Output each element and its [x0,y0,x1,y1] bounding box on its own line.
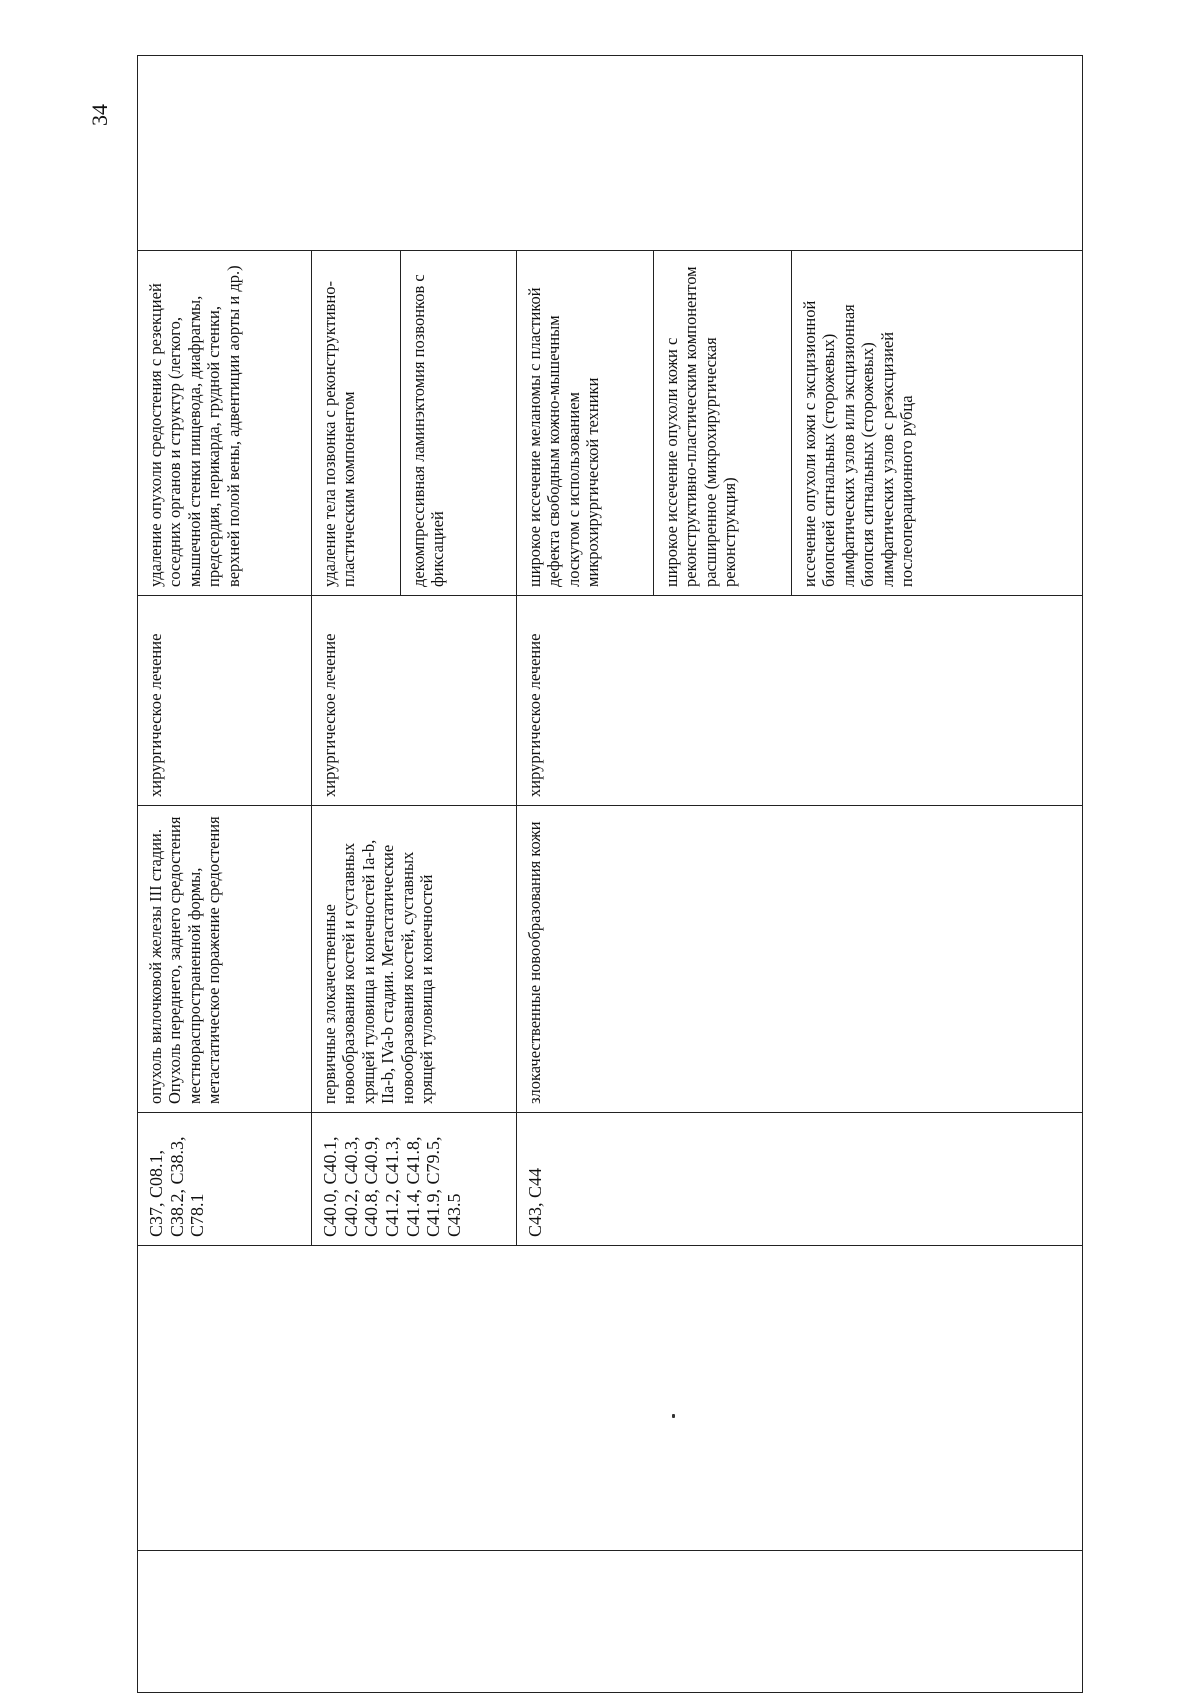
rotated-table-frame [137,56,1082,1693]
method-cell: декомпрессивная ламинэктомия позвонков с фиксацией [401,251,517,596]
method-cell: удаление опухоли средостения с резекцией соседних органов и структур (легкого, мышечной стенки пищевода, диафрагмы, предсердия, перикарда, грудной стенки, верхней полой вены, адвентиции аорты и др.) [138,251,312,596]
diagnosis-cell: первичные злокачественные новообразования костей и суставных хрящей туловища и конечностей Ia-b, IIa-b, IVa-b стадии. Метастатические новообразования костей, суставных хрящей туловища и конечностей [312,806,517,1113]
page-number: 34 [87,104,112,126]
method-cell: широкое иссечение меланомы с пластикой дефекта свободным кожно-мышечным лоскутом с использованием микрохирургической техники [517,251,654,596]
diagnosis-cell: злокачественные новообразования кожи [517,806,1083,1113]
treatment-type-cell: хирургическое лечение [138,596,312,806]
treatment-type-cell: хирургическое лечение [312,596,517,806]
treatment-type-cell: хирургическое лечение [517,596,1083,806]
icd-codes-cell: С40.0, С40.1, С40.2, С40.3, С40.8, С40.9, С41.2, С41.3, С41.4, С41.8, С41.9, С79.5, С43.5 [312,1113,517,1246]
empty-cell-right [138,56,1083,251]
table-container [137,56,1082,1693]
empty-cell-left [138,1551,1083,1693]
diagnosis-cell: опухоль вилочковой железы III стадии. Опухоль переднего, заднего средостения местнораспространенной формы, метастатическое поражение средостения [138,806,312,1113]
procedures-table [137,55,1083,1693]
scan-speck [672,1414,675,1418]
method-cell: широкое иссечение опухоли кожи с реконструктивно-пластическим компонентом расширенное (микрохирургическая реконструкция) [654,251,792,596]
empty-cell-left-2 [138,1246,1083,1551]
method-cell: удаление тела позвонка с реконструктивно-пластическим компонентом [312,251,401,596]
method-cell: иссечение опухоли кожи с эксцизионной биопсией сигнальных (сторожевых) лимфатических узлов или эксцизионная биопсия сигнальных (сторожевых) лимфатических узлов с реэксцизией послеоперационного рубца [792,251,1083,596]
table-row [138,56,312,1693]
icd-codes-cell: С43, С44 [517,1113,1083,1246]
icd-codes-cell: С37, С08.1, С38.2, С38.3, С78.1 [138,1113,312,1246]
